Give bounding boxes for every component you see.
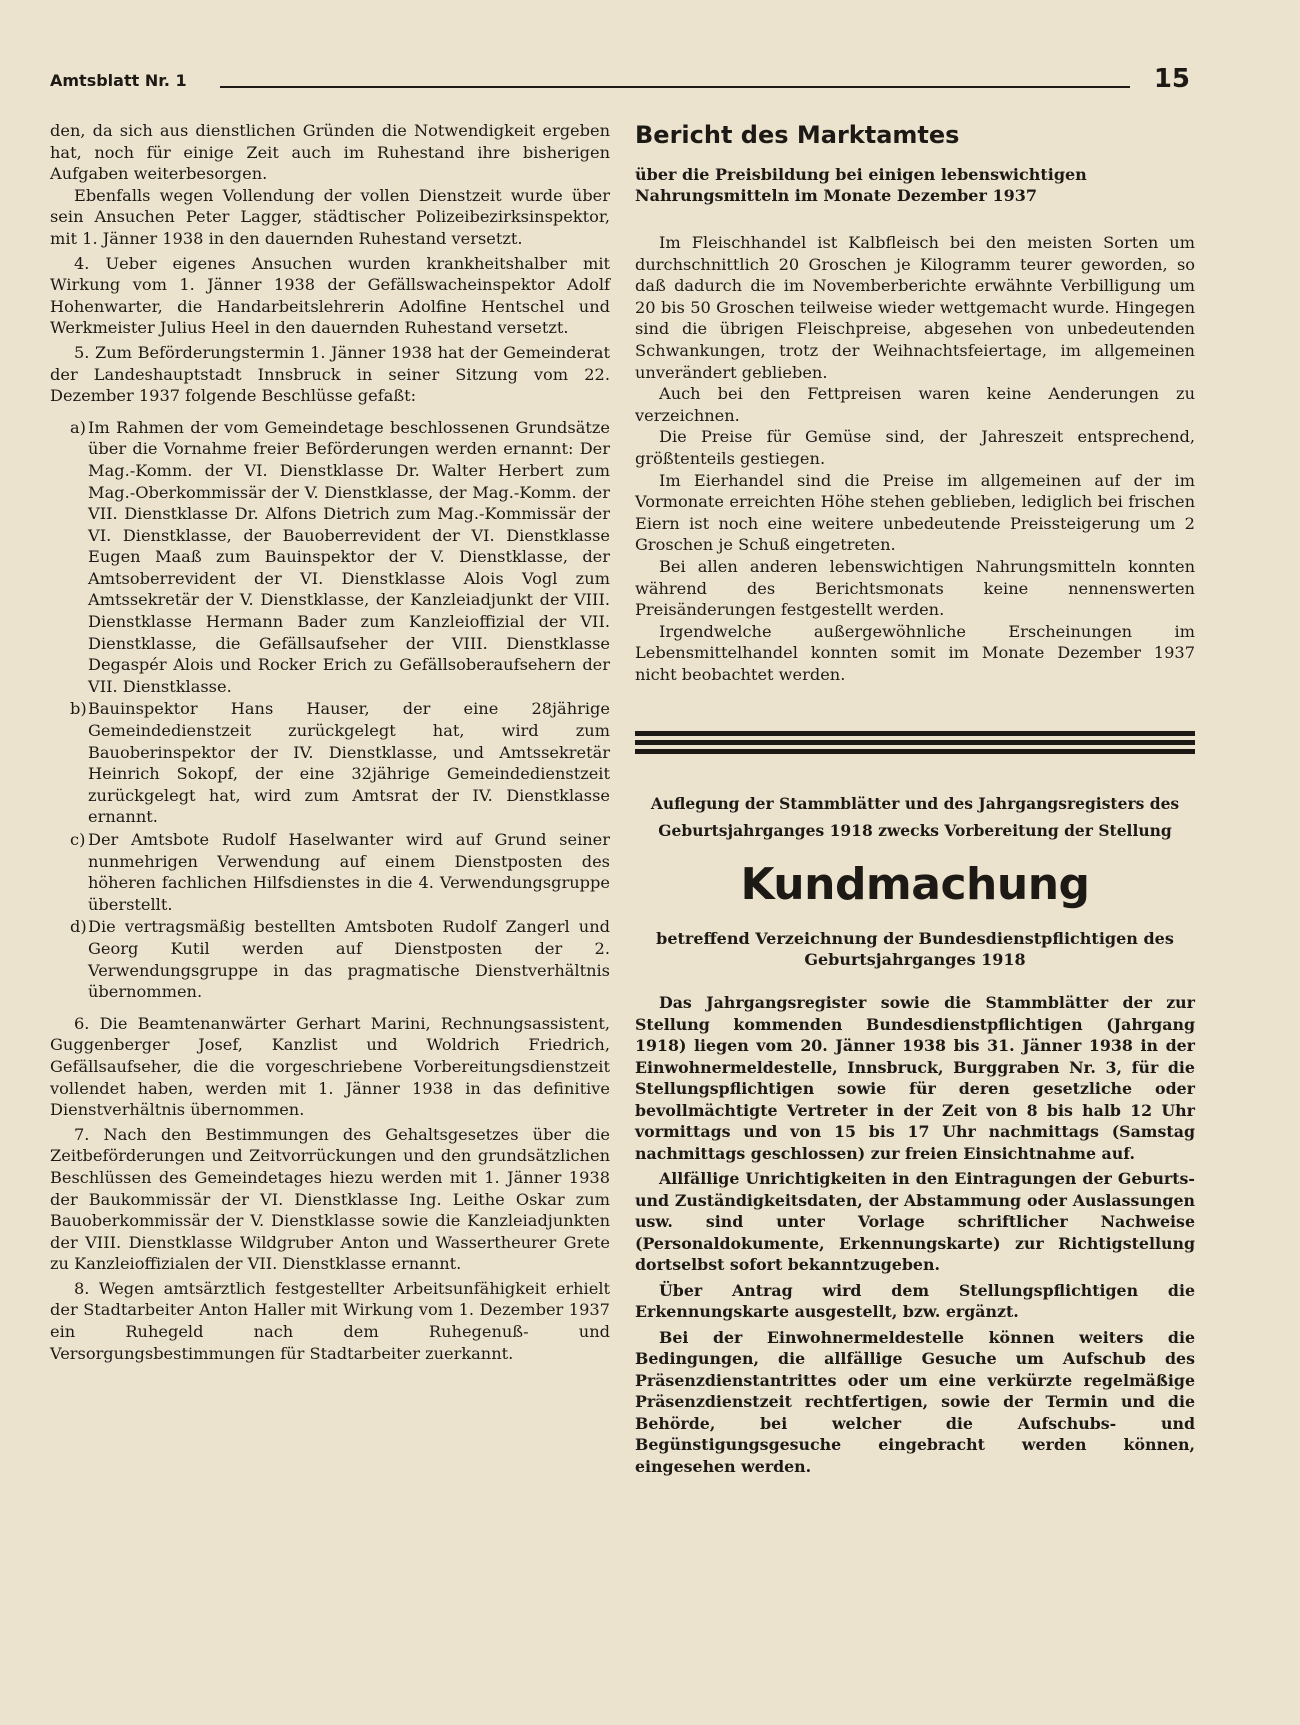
paragraph: 6. Die Beamtenanwärter Gerhart Marini, Rechnungsassistent, Guggenberger Josef, Kanzlist und Woldrich Friedrich, Gefällsaufseher, die die vorgeschriebene Vorbereitungsdienstzeit vollendet haben, werden mit 1. Jänner 1938 in das definitive Dienstverhältnis übernommen.	[50, 1013, 610, 1120]
paragraph: Im Fleischhandel ist Kalbfleisch bei den meisten Sorten um durchschnittlich 20 Groschen je Kilogramm teurer geworden, so daß dadurch die im Novemberberichte erwähnte Verbilligung um 20 bis 50 Groschen teilweise wieder wettgemacht wurde. Hingegen sind die übrigen Fleischpreise, abgesehen von unbedeutenden Schwankungen, trotz der Weihnachtsfeiertage, im allgemeinen unverändert geblieben.	[635, 233, 1195, 382]
list-item-text: Im Rahmen der vom Gemeindetage beschlossenen Grundsätze über die Vornahme freier Beförderungen werden ernannt: Der Mag.-Komm. der VI. Dienstklasse Dr. Walter Herbert zum Mag.-Oberkommissär der V. Dienstklasse, der Mag.-Komm. der VII. Dienstklasse Dr. Alfons Dietrich zum Mag.-Kommissär der VI. Dienstklasse, der Bauoberrevident der VI. Dienstklasse Eugen Maaß zum Bauinspektor der V. Dienstklasse, der Amtsoberrevident der VI. Dienstklasse Alois Vogl zum Amtssekretär der V. Dienstklasse, der Kanzleiadjunkt der VIII. Dienstklasse Hermann Bader zum Kanzleioffizial der VII. Dienstklasse, die Gefällsaufseher der VIII. Dienstklasse Degaspér Alois und Rocker Erich zu Gefällsoberaufsehern der VII. Dienstklasse.	[88, 417, 610, 696]
page-header	[50, 62, 1190, 92]
list-item	[50, 829, 610, 915]
report-title: Bericht des Marktamtes	[635, 121, 960, 149]
list-item-text: Bauinspektor Hans Hauser, der eine 28jährige Gemeindedienstzeit zurückgelegt hat, wird zum Bauoberinspektor der IV. Dienstklasse, und Amtssekretär Heinrich Sokopf, der eine 32jährige Gemeindedienstzeit zurückgelegt hat, wird zum Amtsrat der IV. Dienstklasse ernannt.	[88, 699, 610, 827]
list-item-text: Die vertragsmäßig bestellten Amtsboten Rudolf Zangerl und Georg Kutil werden auf Dienstposten der 2. Verwendungsgruppe in das pragmatische Dienstverhältnis übernommen.	[88, 917, 610, 1002]
list-item	[50, 916, 610, 1002]
resolution-list	[50, 417, 610, 1003]
paragraph: Bei allen anderen lebenswichtigen Nahrungsmitteln konnten während des Berichtsmonats keine nennenswerten Preisänderungen festgestellt werden.	[635, 556, 1195, 620]
notice-title: Kundmachung	[740, 859, 1090, 911]
paragraph: Irgendwelche außergewöhnliche Erscheinungen im Lebensmittelhandel konnten somit im Monate Dezember 1937 nicht beobachtet werden.	[635, 621, 1195, 684]
notice-preheading: Auflegung der Stammblätter und des Jahrgangsregisters des Geburtsjahrganges 1918 zwecks Vorbereitung der Stellung	[650, 794, 1180, 841]
paragraph: Das Jahrgangsregister sowie die Stammblätter der zur Stellung kommenden Bundesdienstpflichtigen (Jahrgang 1918) liegen vom 20. Jänner 1938 bis 31. Jänner 1938 in der Einwohnermeldestelle, Innsbruck, Burggraben Nr. 3, für die Stellungspflichtigen sowie für deren gesetzliche oder bevollmächtigte Vertreter in der Zeit von 8 bis halb 12 Uhr vormittags und von 15 bis 17 Uhr nachmittags (Samstag nachmittags geschlossen) zur freien Einsichtnahme auf.	[635, 993, 1195, 1163]
paragraph: 7. Nach den Bestimmungen des Gehaltsgesetzes über die Zeitbeförderungen und Zeitvorrückungen und den grundsätzlichen Beschlüssen des Gemeindetages hiezu werden mit 1. Jänner 1938 der Baukommissär der VI. Dienstklasse Ing. Leithe Oskar zum Bauoberkommissär der V. Dienstklasse sowie die Kanzleiadjunkten der VIII. Dienstklasse Wildgruber Anton und Wassertheurer Grete zu Kanzleioffizialen der VII. Dienstklasse ernannt.	[50, 1124, 610, 1274]
paragraph: Im Eierhandel sind die Preise im allgemeinen auf der im Vormonate erreichten Höhe stehen geblieben, lediglich bei frischen Eiern ist noch eine weitere unbedeutende Preissteigerung um 2 Groschen je Schuß eingetreten.	[635, 470, 1195, 555]
paragraph: Allfällige Unrichtigkeiten in den Eintragungen der Geburts- und Zuständigkeitsdaten, der Abstammung oder Auslassungen usw. sind unter Vorlage schriftlicher Nachweise (Personaldokumente, Erkennungskarte) zur Richtigstellung dortselbst sofort bekanntzugeben.	[635, 1169, 1195, 1275]
right-column	[635, 120, 1195, 1477]
paragraph: Auch bei den Fettpreisen waren keine Aenderungen zu verzeichnen.	[635, 384, 1195, 425]
page-number: 15	[1153, 64, 1190, 94]
list-item-text: Der Amtsbote Rudolf Haselwanter wird auf Grund seiner nunmehrigen Verwendung auf einem Dienstposten des höheren fachlichen Hilfsdienstes in die 4. Verwendungsgruppe überstellt.	[88, 830, 610, 914]
list-item	[50, 417, 610, 698]
report-subtitle: über die Preisbildung bei einigen lebenswichtigen Nahrungsmitteln im Monate Dezember 1937	[635, 165, 1087, 205]
paragraph: Bei der Einwohnermeldestelle können weiters die Bedingungen, die allfällige Gesuche um Aufschub des Präsenzdienstantrittes oder um eine verkürzte regelmäßige Präsenzdienstzeit rechtfertigen, sowie der Termin und die Behörde, bei welcher die Aufschubs- und Begünstigungsgesuche eingebracht werden können, eingesehen werden.	[635, 1327, 1195, 1476]
list-item	[50, 698, 610, 828]
journal-title: Amtsblatt Nr. 1	[50, 71, 187, 90]
paragraph: Über Antrag wird dem Stellungspflichtigen die Erkennungskarte ausgestellt, bzw. ergänzt.	[635, 1280, 1195, 1322]
paragraph: den, da sich aus dienstlichen Gründen die Notwendigkeit ergeben hat, noch für einige Zeit auch im Ruhestand ihre bisherigen Aufgaben weiterbesorgen.	[50, 121, 610, 184]
list-marker: c)	[70, 830, 86, 849]
notice-body	[635, 992, 1195, 1477]
header-rule	[220, 86, 1130, 88]
list-marker: d)	[70, 917, 87, 937]
paragraph: Ebenfalls wegen Vollendung der vollen Dienstzeit wurde über sein Ansuchen Peter Lagger, städtischer Polizeibezirksinspektor, mit 1. Jänner 1938 in den dauernden Ruhestand versetzt.	[50, 185, 610, 248]
paragraph: Die Preise für Gemüse sind, der Jahreszeit entsprechend, größtenteils gestiegen.	[635, 427, 1195, 468]
list-marker: a)	[70, 417, 86, 437]
paragraph: 4. Ueber eigenes Ansuchen wurden krankheitshalber mit Wirkung vom 1. Jänner 1938 der Gefällswacheinspektor Adolf Hohenwarter, die Handarbeitslehrerin Adolfine Hentschel und Werkmeister Julius Heel in den dauernden Ruhestand versetzt.	[50, 253, 610, 338]
section-divider	[635, 731, 1195, 754]
list-marker: b)	[70, 699, 87, 719]
paragraph: 8. Wegen amtsärztlich festgestellter Arbeitsunfähigkeit erhielt der Stadtarbeiter Anton Haller mit Wirkung vom 1. Dezember 1937 ein Ruhegeld nach dem Ruhegenuß- und Versorgungsbestimmungen für Stadtarbeiter zuerkannt.	[50, 1278, 610, 1363]
left-column	[50, 120, 610, 1364]
notice-subtitle: betreffend Verzeichnung der Bundesdienstpflichtigen des Geburtsjahrganges 1918	[656, 929, 1174, 970]
paragraph: 5. Zum Beförderungstermin 1. Jänner 1938 hat der Gemeinderat der Landeshauptstadt Innsbruck in seiner Sitzung vom 22. Dezember 1937 folgende Beschlüsse gefaßt:	[50, 342, 610, 406]
